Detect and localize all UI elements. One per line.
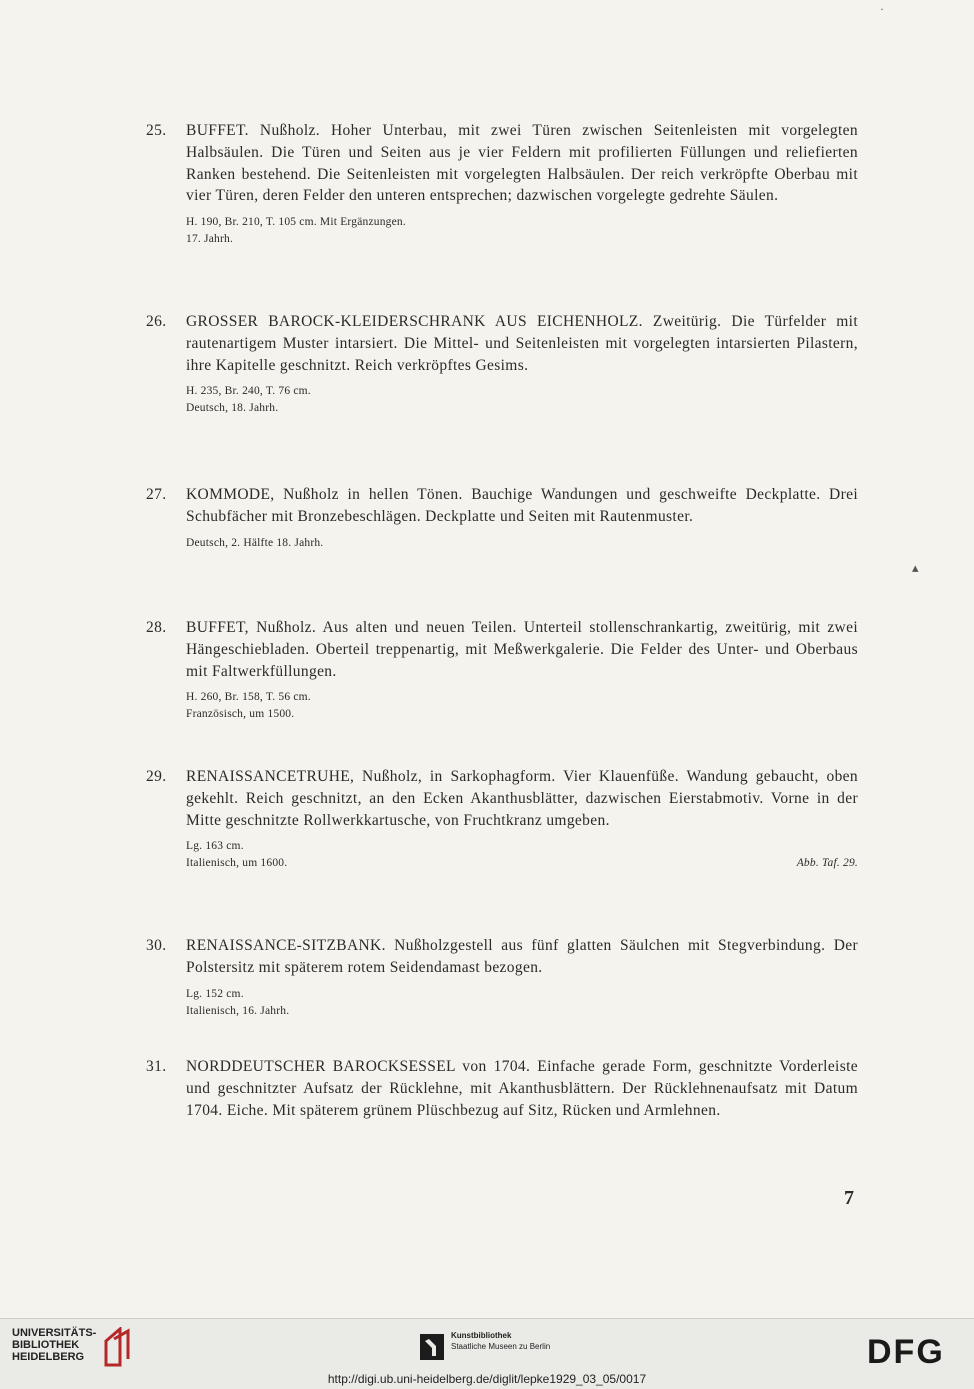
entry-description	[146, 935, 858, 979]
entry-text: KOMMODE, Nußholz in hellen Tönen. Bauchige Wandungen und geschweifte Deckplatte. Drei Schubfächer mit Bronzebeschlägen. Deckplatte und Seiten mit Rautenmuster.	[186, 486, 858, 525]
catalog-entry-28	[146, 617, 858, 723]
entry-text: RENAISSANCETRUHE, Nußholz, in Sarkophagform. Vier Klauenfüße. Wandung gebaucht, oben gekehlt. Reich geschnitzt, an den Ecken Akanthusblätter, dazwischen Eierstabmotiv. Vorne in der Mitte geschnitzte Rollwerkkartusche, von Fruchtkranz umgeben.	[186, 768, 858, 829]
university-line: UNIVERSITÄTS-	[12, 1327, 97, 1339]
university-logo-icon	[104, 1327, 132, 1367]
origin-line: 17. Jahrh.	[186, 233, 234, 246]
entry-details	[146, 838, 858, 872]
digitization-footer	[0, 1318, 974, 1389]
entry-number: 26.	[146, 313, 167, 330]
corner-mark: ·	[880, 2, 884, 16]
origin-line: Deutsch, 18. Jahrh.	[186, 402, 279, 415]
catalog-entry-30	[146, 935, 858, 1020]
entry-description	[146, 120, 858, 207]
kunstbibliothek-name	[451, 1330, 550, 1352]
entry-details	[146, 689, 858, 723]
dimensions-line: H. 260, Br. 158, T. 56 cm.	[186, 691, 311, 704]
entry-details	[146, 383, 858, 417]
margin-mark: ▴	[912, 560, 919, 575]
entry-number: 27.	[146, 486, 167, 503]
origin-row	[186, 855, 858, 872]
origin-line: Italienisch, um 1600.	[186, 857, 288, 870]
page-number: 7	[844, 1187, 854, 1209]
entry-description	[146, 484, 858, 528]
kunstbibliothek-subtitle: Staatliche Museen zu Berlin	[451, 1342, 551, 1351]
entry-description	[146, 311, 858, 376]
origin-line: Deutsch, 2. Hälfte 18. Jahrh.	[186, 536, 324, 549]
catalog-entry-29	[146, 766, 858, 872]
entry-details	[146, 214, 858, 248]
entry-details	[146, 986, 858, 1020]
entry-number: 29.	[146, 768, 167, 785]
catalog-entry-25	[146, 120, 858, 248]
dimensions-line: Lg. 163 cm.	[186, 840, 244, 853]
catalog-entry-31	[146, 1056, 858, 1121]
entry-text: BUFFET. Nußholz. Hoher Unterbau, mit zwei Türen zwischen Seitenleisten mit vorgelegten Halbsäulen. Die Türen und Seiten aus je vier Feldern mit profilierten Füllungen und reliefierten Ranken bestehend. Die Seitenleisten mit vorgelegten Halbsäulen. Der reich verkröpfte Oberbau mit vier Türen, deren Felder den unteren entsprechen; dazwischen vorgelegte gedrehte Säulen.	[186, 122, 858, 205]
university-line: HEIDELBERG	[12, 1351, 85, 1363]
source-url-link[interactable]: http://digi.ub.uni-heidelberg.de/diglit/lepke1929_03_05/0017	[327, 1372, 647, 1386]
entry-number: 25.	[146, 122, 167, 139]
entry-description	[146, 766, 858, 831]
university-library-name	[12, 1327, 96, 1363]
entry-text: RENAISSANCE-SITZBANK. Nußholzgestell aus fünf glatten Säulchen mit Stegverbindung. Der Polstersitz mit späterem rotem Seidendamast bezogen.	[186, 937, 858, 976]
entry-description	[146, 617, 858, 682]
catalog-entry-26	[146, 311, 858, 417]
entry-text: BUFFET, Nußholz. Aus alten und neuen Teilen. Unterteil stollenschrankartig, zweitürig, mit zwei Hängeschiebladen. Oberteil treppenartig, mit Meßwerkgalerie. Die Felder des Unter- und Oberbaus mit Faltwerkfüllungen.	[186, 619, 858, 680]
catalog-entry-27	[146, 484, 858, 552]
entry-number: 31.	[146, 1058, 167, 1075]
entry-text: GROSSER BAROCK-KLEIDERSCHRANK AUS EICHENHOLZ. Zweitürig. Die Türfelder mit rautenartigem Muster intarsiert. Die Mittel- und Seitenleisten mit vorgelegten intarsierten Pilastern, ihre Kapitelle geschnitzt. Reich verkröpftes Gesims.	[186, 313, 858, 374]
dimensions-line: Lg. 152 cm.	[186, 987, 244, 1000]
entry-number: 28.	[146, 619, 167, 636]
kunstbibliothek-logo-icon	[420, 1334, 444, 1360]
entry-details	[146, 535, 858, 552]
dimensions-line: H. 190, Br. 210, T. 105 cm. Mit Ergänzungen.	[186, 216, 406, 229]
plate-reference: Abb. Taf. 29.	[796, 857, 858, 870]
kunstbibliothek-title: Kunstbibliothek	[451, 1331, 512, 1340]
dimensions-line: H. 235, Br. 240, T. 76 cm.	[186, 385, 311, 398]
origin-line: Französisch, um 1500.	[186, 708, 295, 721]
dfg-logo: DFG	[867, 1333, 945, 1371]
entry-description	[146, 1056, 858, 1121]
university-line: BIBLIOTHEK	[12, 1339, 80, 1351]
origin-line: Italienisch, 16. Jahrh.	[186, 1004, 290, 1017]
entry-text: NORDDEUTSCHER BAROCKSESSEL von 1704. Einfache gerade Form, geschnitzte Vorderleiste und geschnitzter Aufsatz der Rücklehne, mit Akanthusblättern. Der Rücklehnenaufsatz mit Datum 1704. Eiche. Mit späterem grünem Plüschbezug auf Sitz, Rücken und Armlehnen.	[186, 1058, 858, 1119]
entry-number: 30.	[146, 937, 167, 954]
